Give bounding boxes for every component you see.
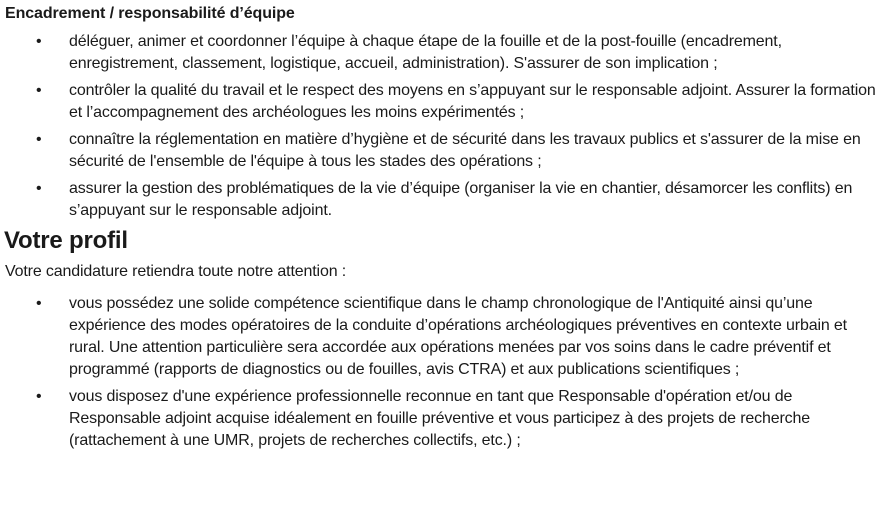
list-item [5, 129, 888, 173]
list-item-text: déléguer, animer et coordonner l’équipe à chaque étape de la fouille et de la post-fouille (encadrement, enregistrement, classement, logistique, accueil, administration). S'assurer de son implication ; [69, 33, 782, 72]
list-item-text: vous disposez d'une expérience professionnelle reconnue en tant que Responsable d'opération et/ou de Responsable adjoint acquise idéalement en fouille préventive et vous participez à des projets de recherche (rattachement à une UMR, projets de recherches collectifs, etc.) ; [69, 388, 811, 449]
section-title-profil: Votre profil [4, 227, 128, 254]
bullet-icon: • [36, 33, 42, 50]
section-heading-encadrement: Encadrement / responsabilité d’équipe [5, 5, 295, 22]
bullet-icon: • [36, 131, 42, 148]
bullet-icon: • [36, 82, 42, 99]
profil-list [5, 293, 888, 452]
bullet-icon: • [36, 388, 42, 405]
list-item [5, 178, 888, 222]
bullet-icon: • [36, 180, 42, 197]
list-item [5, 80, 888, 124]
bullet-icon: • [36, 295, 42, 312]
list-item-text: vous possédez une solide compétence scientifique dans le champ chronologique de l'Antiquité ainsi qu’une expérience des modes opératoires de la conduite d’opérations archéologiques préventives en contexte urbain et rural. Une attention particulière sera accordée aux opérations menées par vos soins dans le cadre préventif et programmé (rapports de diagnostics ou de fouilles, avis CTRA) et aux publications scientifiques ; [69, 295, 847, 378]
profil-intro: Votre candidature retiendra toute notre attention : [5, 263, 347, 280]
list-item [5, 386, 888, 452]
list-item [5, 293, 888, 381]
list-item-text: assurer la gestion des problématiques de la vie d’équipe (organiser la vie en chantier, désamorcer les conflits) en s’appuyant sur le responsable adjoint. [69, 180, 853, 219]
list-item [5, 31, 888, 75]
list-item-text: connaître la réglementation en matière d’hygiène et de sécurité dans les travaux publics et s'assurer de la mise en sécurité de l'ensemble de l'équipe à tous les stades des opérations ; [69, 131, 861, 170]
encadrement-list [5, 31, 888, 222]
list-item-text: contrôler la qualité du travail et le respect des moyens en s’appuyant sur le responsable adjoint. Assurer la formation et l’accompagnement des archéologues les moins expérimentés ; [69, 82, 876, 121]
